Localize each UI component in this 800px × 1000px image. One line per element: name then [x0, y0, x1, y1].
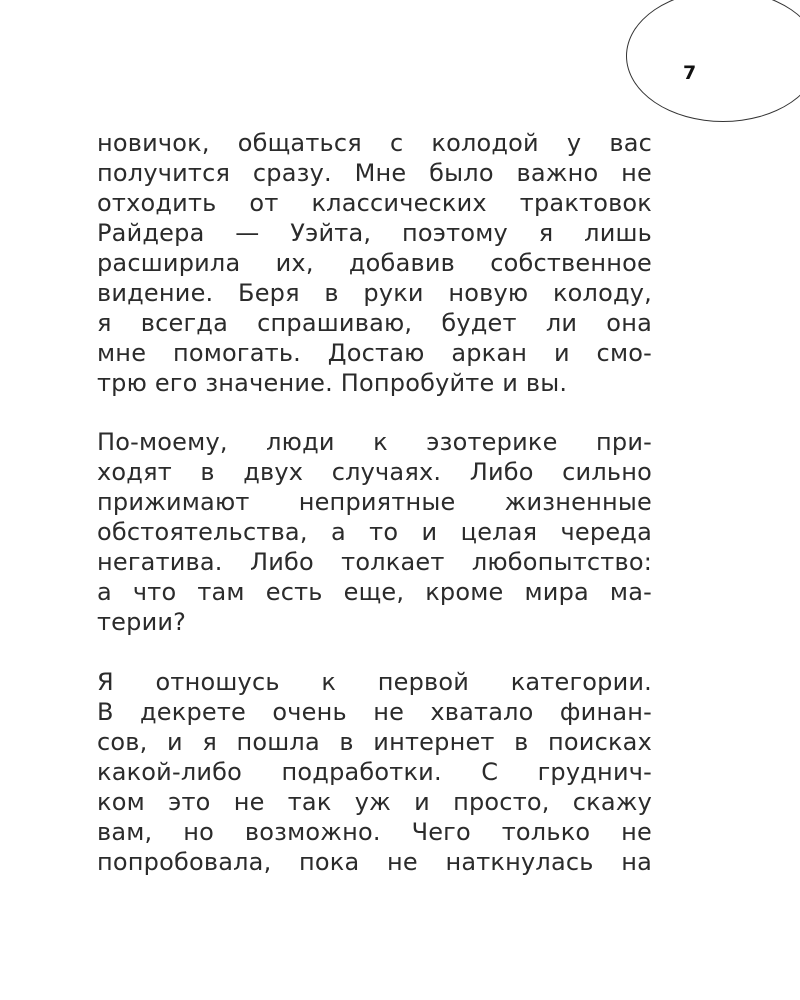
text-line: новичок, общаться с колодой у вас: [97, 129, 652, 157]
text-line: прижимают неприятные жизненные: [97, 488, 652, 516]
page-number: 7: [683, 62, 697, 84]
paragraph-1: [97, 128, 652, 398]
text-line: мне помогать. Достаю аркан и смо-: [97, 339, 652, 367]
text-line: а что там есть еще, кроме мира ма-: [97, 578, 652, 606]
text-line: расширила их, добавив собственное: [97, 249, 652, 277]
text-line: обстоятельства, а то и целая череда: [97, 518, 652, 546]
paragraph-2: [97, 427, 652, 637]
text-line: получится сразу. Мне было важно не: [97, 159, 652, 187]
text-line: В декрете очень не хватало финан-: [97, 698, 652, 726]
paragraph-3: [97, 667, 652, 877]
text-line: трю его значение. Попробуйте и вы.: [97, 369, 568, 397]
text-line: ходят в двух случаях. Либо сильно: [97, 458, 652, 486]
page-number-circle: [626, 0, 800, 122]
text-line: ком это не так уж и просто, скажу: [97, 788, 652, 816]
text-line: попробовала, пока не наткнулась на: [97, 848, 652, 876]
text-line: сов, и я пошла в интернет в поисках: [97, 728, 652, 756]
text-line: вам, но возможно. Чего только не: [97, 818, 652, 846]
text-line: По-моему, люди к эзотерике при-: [97, 428, 652, 456]
text-line: отходить от классических трактовок: [97, 189, 652, 217]
text-line: какой-либо подработки. С груднич-: [97, 758, 652, 786]
text-line: я всегда спрашиваю, будет ли она: [97, 309, 652, 337]
text-line: терии?: [97, 608, 187, 636]
text-line: негатива. Либо толкает любопытство:: [97, 548, 652, 576]
text-line: видение. Беря в руки новую колоду,: [97, 279, 652, 307]
text-line: Я отношусь к первой категории.: [97, 668, 652, 696]
text-line: Райдера — Уэйта, поэтому я лишь: [97, 219, 652, 247]
